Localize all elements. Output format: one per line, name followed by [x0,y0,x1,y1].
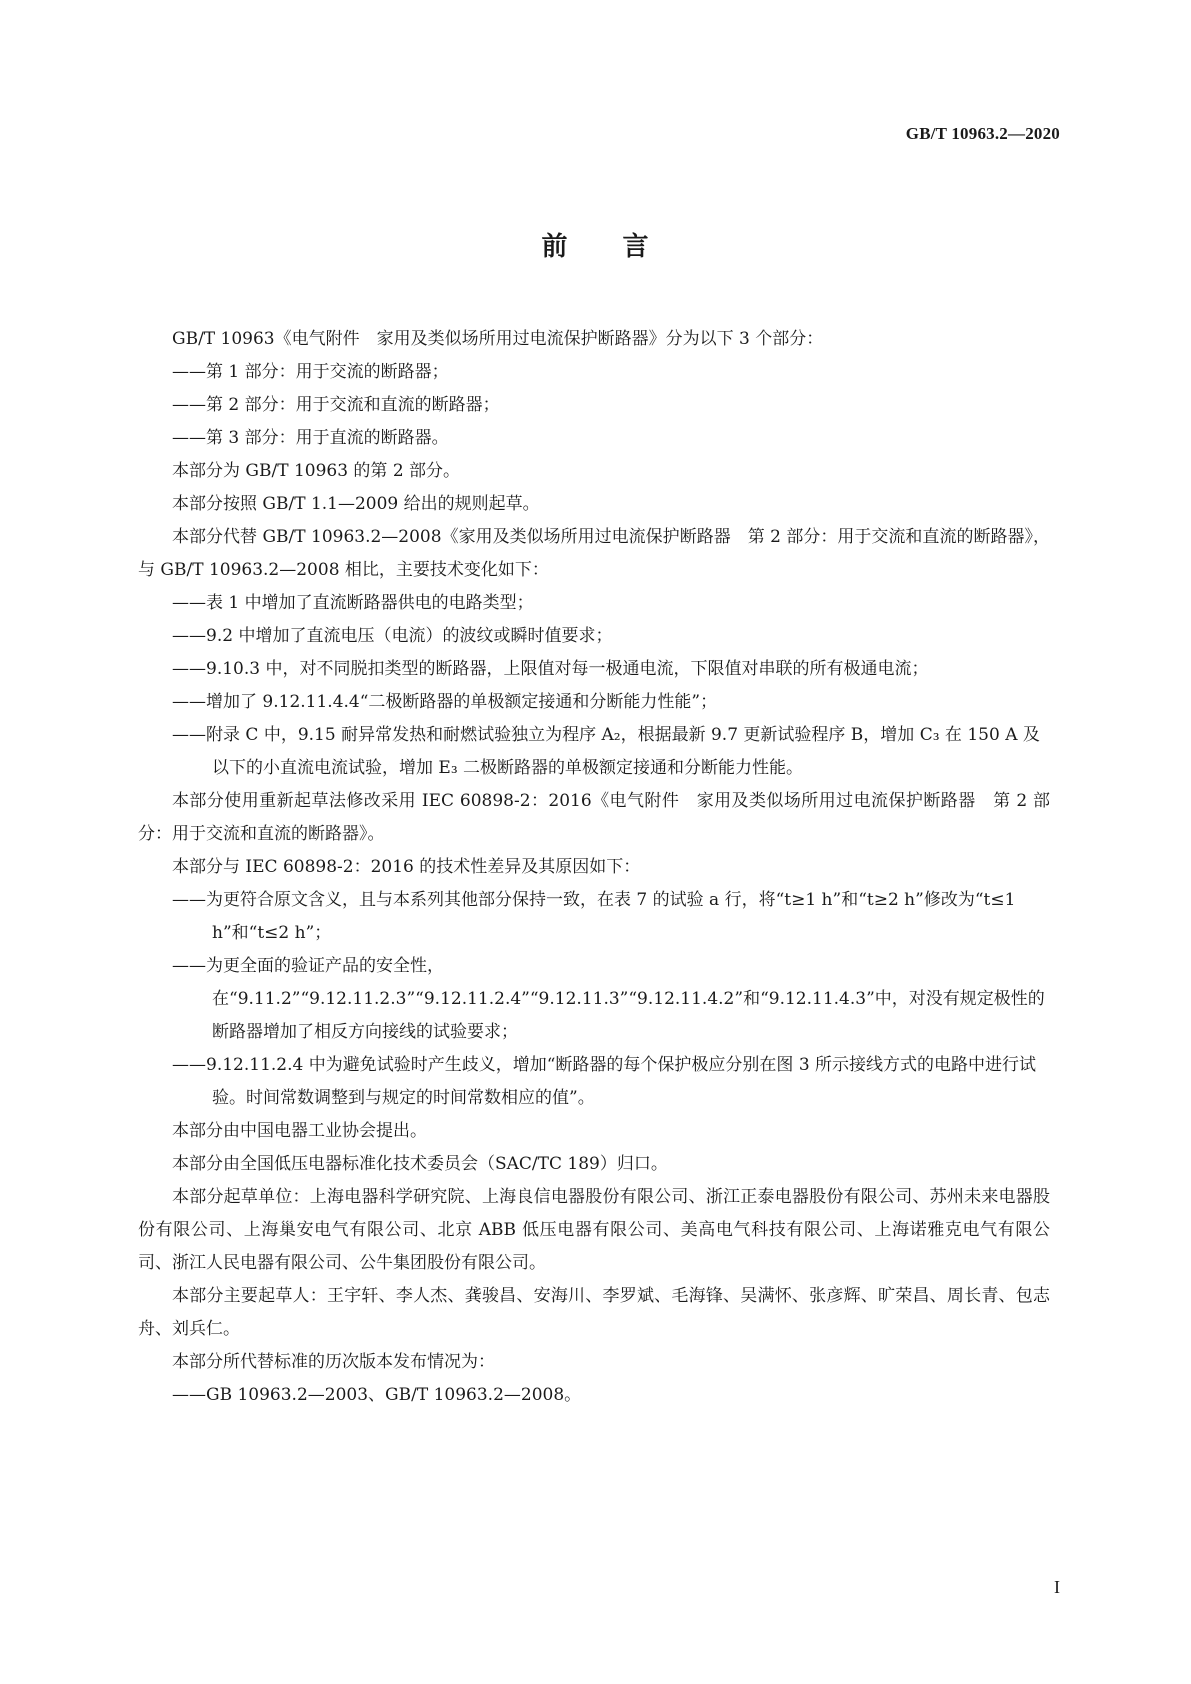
paragraph-administrator: 本部分由全国低压电器标准化技术委员会（SAC/TC 189）归口。 [172,1154,668,1174]
list-item-part-2: ——第 2 部分：用于交流和直流的断路器； [172,395,500,415]
list-item-change-2: ——9.2 中增加了直流电压（电流）的波纹或瞬时值要求； [172,626,613,646]
paragraph-drafting-rules: 本部分按照 GB/T 1.1—2009 给出的规则起草。 [172,494,540,514]
paragraph-differences-intro: 本部分与 IEC 60898-2：2016 的技术性差异及其原因如下： [172,857,641,877]
page-number: I [1054,1577,1060,1597]
list-item-change-1: ——表 1 中增加了直流断路器供电的电路类型； [172,593,534,613]
standard-code: GB/T 10963.2—2020 [905,124,1060,143]
paragraph-replacement: 本部分代替 GB/T 10963.2—2008《家用及类似场所用过电流保护断路器 第 2 部分：用于交流和直流的断路器》，与 GB/T 10963.2—2008 相比，主要技术变化如下： [138,527,1050,580]
list-item-previous-editions: ——GB 10963.2—2003、GB/T 10963.2—2008。 [172,1385,582,1405]
list-item-change-3: ——9.10.3 中，对不同脱扣类型的断路器，上限值对每一极通电流，下限值对串联的所有极通电流； [172,659,929,679]
list-item-change-5: ——附录 C 中，9.15 耐异常发热和耐燃试验独立为程序 A₂，根据最新 9.7 更新试验程序 B，增加 C₃ 在 150 A 及以下的小直流电流试验，增加 E₃ 二极断路器的单极额定接通和分断能力性能。 [172,725,1040,778]
paragraph-proposer: 本部分由中国电器工业协会提出。 [172,1121,427,1141]
foreword-body [138,323,1050,1412]
list-item-difference-3: ——9.12.11.2.4 中为避免试验时产生歧义，增加“断路器的每个保护极应分别在图 3 所示接线方式的电路中进行试验。时间常数调整到与规定的时间常数相应的值”。 [172,1055,1037,1108]
paragraph-previous-editions-intro: 本部分所代替标准的历次版本发布情况为： [172,1352,495,1372]
list-item-change-4: ——增加了 9.12.11.4.4“二极断路器的单极额定接通和分断能力性能”； [172,692,718,712]
paragraph-drafters: 本部分主要起草人：王宇轩、李人杰、龚骏昌、安海川、李罗斌、毛海锋、吴满怀、张彦辉、旷荣昌、周长青、包志舟、刘兵仁。 [138,1286,1050,1339]
list-item-part-1: ——第 1 部分：用于交流的断路器； [172,362,449,382]
list-item-part-3: ——第 3 部分：用于直流的断路器。 [172,428,449,448]
page-title: 前 言 [541,232,650,262]
paragraph-drafting-units: 本部分起草单位：上海电器科学研究院、上海良信电器股份有限公司、浙江正泰电器股份有限公司、苏州未来电器股份有限公司、上海巢安电气有限公司、北京 ABB 低压电器有限公司、美高电气科技有限公司、上海诺雅克电气有限公司、浙江人民电器有限公司、公牛集团股份有限公司。 [138,1187,1050,1273]
paragraph-part-statement: 本部分为 GB/T 10963 的第 2 部分。 [172,461,461,481]
paragraph-adoption: 本部分使用重新起草法修改采用 IEC 60898-2：2016《电气附件 家用及类似场所用过电流保护断路器 第 2 部分：用于交流和直流的断路器》。 [138,791,1050,844]
list-item-difference-2: ——为更全面的验证产品的安全性，在“9.11.2”“9.12.11.2.3”“9.12.11.2.4”“9.12.11.3”“9.12.11.4.2”和“9.12.11.4.3”中，对没有规定极性的断路器增加了相反方向接线的试验要求； [172,956,1045,1042]
list-item-difference-1: ——为更符合原文含义，且与本系列其他部分保持一致，在表 7 的试验 a 行，将“t≥1 h”和“t≥2 h”修改为“t≤1 h”和“t≤2 h”； [172,890,1016,943]
paragraph-series-intro: GB/T 10963《电气附件 家用及类似场所用过电流保护断路器》分为以下 3 个部分： [172,329,824,349]
